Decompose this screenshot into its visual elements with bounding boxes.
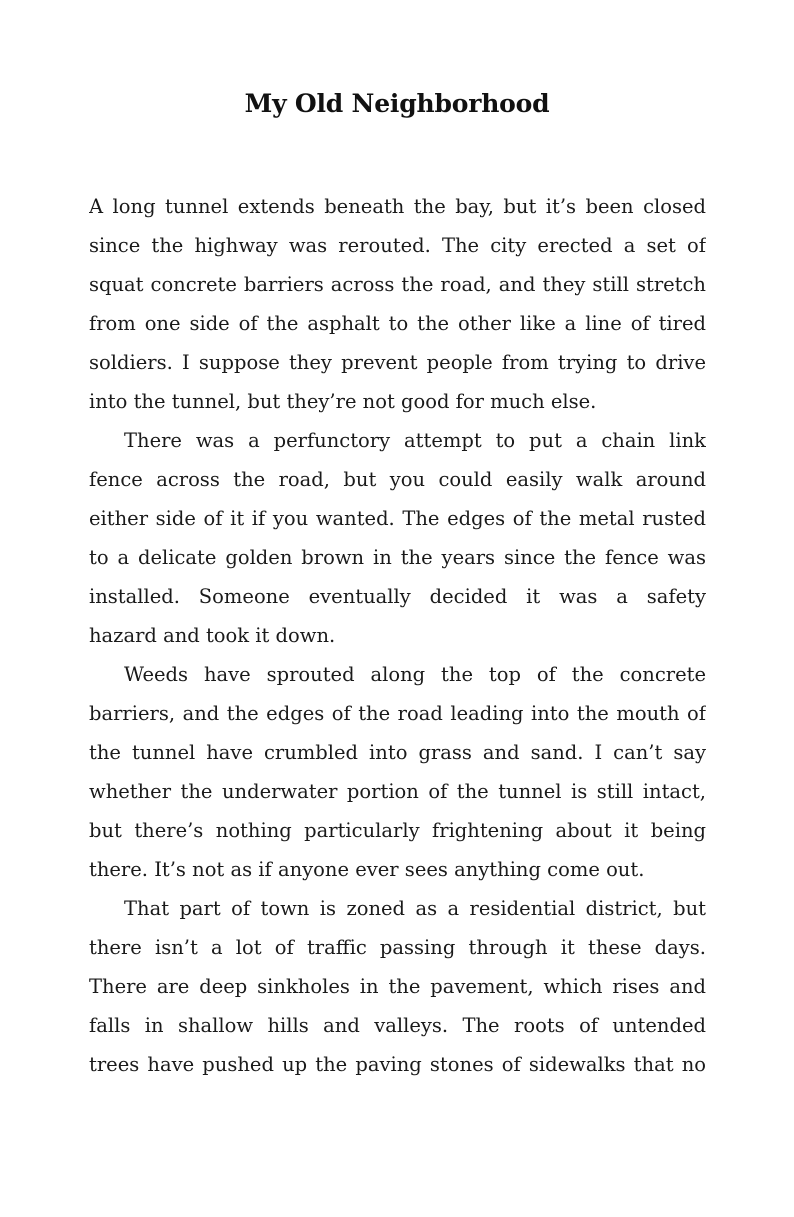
text-line: but there’s nothing particularly frightening about it being	[89, 819, 706, 842]
chapter-title: My Old Neighborhood	[244, 89, 550, 118]
text-line: hazard and took it down.	[89, 624, 336, 647]
text-line: either side of it if you wanted. The edges of the metal rusted	[89, 507, 706, 530]
text-line: falls in shallow hills and valleys. The roots of untended	[89, 1014, 706, 1037]
text-line: since the highway was rerouted. The city erected a set of	[89, 234, 706, 257]
paragraph-4	[89, 889, 706, 1084]
text-line: whether the underwater portion of the tunnel is still intact,	[89, 780, 706, 803]
text-line: A long tunnel extends beneath the bay, but it’s been closed	[89, 195, 706, 218]
text-line: to a delicate golden brown in the years since the fence was	[89, 546, 706, 569]
paragraph-3	[89, 655, 706, 889]
text-line: there isn’t a lot of traffic passing through it these days.	[89, 936, 706, 959]
text-line: fence across the road, but you could easily walk around	[89, 468, 706, 491]
text-line: into the tunnel, but they’re not good for much else.	[89, 390, 597, 413]
text-line: there. It’s not as if anyone ever sees anything come out.	[89, 858, 645, 881]
paragraph-1	[89, 187, 706, 421]
text-line: That part of town is zoned as a residential district, but	[124, 897, 706, 920]
text-line: Weeds have sprouted along the top of the concrete	[124, 663, 706, 686]
text-line: soldiers. I suppose they prevent people from trying to drive	[89, 351, 706, 374]
text-line: installed. Someone eventually decided it was a safety	[89, 585, 706, 608]
text-line: squat concrete barriers across the road, and they still stretch	[89, 273, 706, 296]
text-line: from one side of the asphalt to the other like a line of tired	[89, 312, 706, 335]
text-line: the tunnel have crumbled into grass and sand. I can’t say	[89, 741, 706, 764]
text-line: There are deep sinkholes in the pavement, which rises and	[89, 975, 706, 998]
paragraph-2	[89, 421, 706, 655]
text-line: trees have pushed up the paving stones of sidewalks that no	[89, 1053, 706, 1076]
body-text	[89, 187, 706, 1084]
text-line: barriers, and the edges of the road leading into the mouth of	[89, 702, 706, 725]
text-line: There was a perfunctory attempt to put a chain link	[124, 429, 706, 452]
